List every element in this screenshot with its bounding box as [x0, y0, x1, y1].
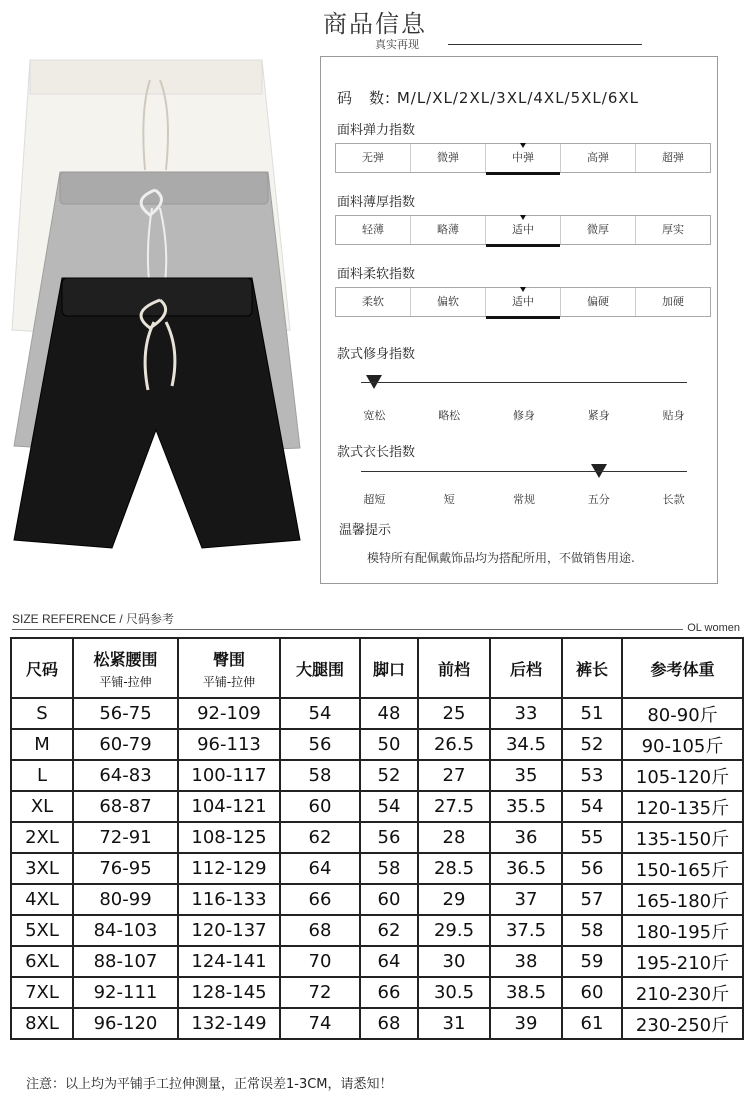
table-body	[11, 698, 743, 1039]
table-cell: 54	[360, 791, 418, 822]
column-label: 前档	[437, 659, 470, 679]
table-cell: 27.5	[418, 791, 490, 822]
table-row	[11, 946, 743, 977]
table-cell: 31	[418, 1008, 490, 1039]
column-label: 脚口	[372, 659, 405, 679]
table-cell: 165-180斤	[622, 884, 743, 915]
length-option: 常规	[512, 493, 535, 506]
table-cell: 68	[280, 915, 360, 946]
table-cell: 52	[562, 729, 622, 760]
table-cell: 35.5	[490, 791, 562, 822]
table-cell: 55	[562, 822, 622, 853]
softness-option: 加硬	[662, 295, 684, 308]
measurement-note: 注意：以上均为平铺手工拉伸测量，正常误差1-3CM，请悉知！	[26, 1077, 393, 1092]
table-cell: 58	[562, 915, 622, 946]
table-header-cell	[360, 638, 418, 698]
table-cell: 3XL	[11, 853, 73, 884]
table-cell: 50	[360, 729, 418, 760]
table-cell: 120-135斤	[622, 791, 743, 822]
table-row	[11, 853, 743, 884]
fit-options	[337, 407, 711, 423]
table-row	[11, 698, 743, 729]
table-cell: 128-145	[178, 977, 280, 1008]
table-cell: 52	[360, 760, 418, 791]
table-cell: 80-99	[73, 884, 178, 915]
table-cell: 108-125	[178, 822, 280, 853]
column-label: 裤长	[575, 659, 608, 679]
table-cell: 28.5	[418, 853, 490, 884]
table-cell: 33	[490, 698, 562, 729]
table-cell: 57	[562, 884, 622, 915]
table-row	[11, 822, 743, 853]
table-row	[11, 915, 743, 946]
table-cell: 74	[280, 1008, 360, 1039]
table-header-row	[11, 638, 743, 698]
table-cell: 30	[418, 946, 490, 977]
table-cell: 84-103	[73, 915, 178, 946]
table-row	[11, 729, 743, 760]
table-cell: 37.5	[490, 915, 562, 946]
table-cell: 59	[562, 946, 622, 977]
table-cell: 36	[490, 822, 562, 853]
table-cell: 51	[562, 698, 622, 729]
table-cell: 150-165斤	[622, 853, 743, 884]
elasticity-option: 中弹	[486, 144, 561, 172]
table-cell: 66	[360, 977, 418, 1008]
length-option: 短	[443, 493, 455, 506]
table-row	[11, 884, 743, 915]
column-label: 臀围	[212, 649, 245, 669]
thickness-option: 轻薄	[336, 216, 411, 244]
table-cell: 4XL	[11, 884, 73, 915]
elasticity-option: 微弹	[411, 144, 486, 172]
table-cell: 28	[418, 822, 490, 853]
softness-option: 偏硬	[561, 288, 636, 316]
softness-scale	[335, 287, 711, 317]
column-label: 后档	[509, 659, 542, 679]
table-cell: 30.5	[418, 977, 490, 1008]
table-row	[11, 760, 743, 791]
table-cell: 37	[490, 884, 562, 915]
table-cell: 2XL	[11, 822, 73, 853]
table-cell: 112-129	[178, 853, 280, 884]
column-sublabel: 平铺-拉伸	[99, 674, 152, 689]
page-title: 商品信息	[323, 10, 427, 38]
length-options	[337, 491, 711, 507]
length-option: 长款	[662, 493, 685, 506]
table-cell: 8XL	[11, 1008, 73, 1039]
table-cell: 60	[280, 791, 360, 822]
table-cell: M	[11, 729, 73, 760]
subtitle-divider	[448, 44, 642, 45]
table-cell: 66	[280, 884, 360, 915]
shorts-product-image	[0, 50, 320, 590]
table-cell: 64-83	[73, 760, 178, 791]
table-cell: 60	[360, 884, 418, 915]
table-cell: 64	[360, 946, 418, 977]
table-cell: 36.5	[490, 853, 562, 884]
fit-option: 贴身	[662, 409, 685, 422]
thickness-option: 略薄	[411, 216, 486, 244]
table-cell: 53	[562, 760, 622, 791]
table-cell: 35	[490, 760, 562, 791]
elasticity-option: 超弹	[662, 151, 684, 164]
softness-option: 柔软	[336, 288, 411, 316]
elasticity-scale	[335, 143, 711, 173]
table-cell: 54	[562, 791, 622, 822]
table-cell: 48	[360, 698, 418, 729]
size-table	[10, 637, 744, 1040]
table-cell: 56	[280, 729, 360, 760]
fit-option: 宽松	[363, 409, 386, 422]
available-sizes: 码 数: M/L/XL/2XL/3XL/4XL/5XL/6XL	[337, 89, 640, 107]
table-cell: 56	[562, 853, 622, 884]
elasticity-option: 无弹	[336, 144, 411, 172]
table-cell: 25	[418, 698, 490, 729]
column-label: 参考体重	[650, 659, 715, 679]
softness-label: 面料柔软指数	[337, 267, 416, 282]
table-cell: 96-113	[178, 729, 280, 760]
fit-label: 款式修身指数	[337, 347, 416, 362]
page-subtitle: 真实再现	[375, 38, 419, 51]
table-cell: 116-133	[178, 884, 280, 915]
column-label: 尺码	[25, 659, 58, 679]
length-scale-line	[361, 471, 687, 472]
table-cell: 120-137	[178, 915, 280, 946]
table-cell: 80-90斤	[622, 698, 743, 729]
table-cell: 68-87	[73, 791, 178, 822]
table-cell: 29.5	[418, 915, 490, 946]
table-cell: 92-111	[73, 977, 178, 1008]
table-cell: 38	[490, 946, 562, 977]
thickness-option: 微厚	[561, 216, 636, 244]
table-cell: 88-107	[73, 946, 178, 977]
softness-option: 适中	[486, 288, 561, 316]
product-info-panel	[320, 56, 718, 584]
table-cell: 195-210斤	[622, 946, 743, 977]
table-cell: 105-120斤	[622, 760, 743, 791]
brand-label: OL women	[683, 622, 740, 634]
table-cell: 90-105斤	[622, 729, 743, 760]
table-cell: 56-75	[73, 698, 178, 729]
length-option: 超短	[363, 493, 386, 506]
table-header-cell	[418, 638, 490, 698]
thickness-option: 适中	[486, 216, 561, 244]
fit-option: 略松	[438, 409, 461, 422]
table-cell: L	[11, 760, 73, 791]
table-cell: 64	[280, 853, 360, 884]
fit-scale-line	[361, 382, 687, 383]
length-option: 五分	[587, 493, 610, 506]
size-reference-divider	[12, 629, 738, 630]
table-cell: 38.5	[490, 977, 562, 1008]
table-header-cell	[622, 638, 743, 698]
table-cell: 96-120	[73, 1008, 178, 1039]
table-row	[11, 977, 743, 1008]
table-cell: 135-150斤	[622, 822, 743, 853]
table-cell: 62	[360, 915, 418, 946]
table-cell: 104-121	[178, 791, 280, 822]
column-sublabel: 平铺-拉伸	[202, 674, 256, 689]
table-cell: 62	[280, 822, 360, 853]
table-cell: 124-141	[178, 946, 280, 977]
table-cell: S	[11, 698, 73, 729]
table-cell: 210-230斤	[622, 977, 743, 1008]
length-label: 款式衣长指数	[337, 445, 416, 460]
table-cell: 58	[360, 853, 418, 884]
black-shorts-illustration	[14, 278, 300, 548]
table-cell: XL	[11, 791, 73, 822]
table-header-cell	[280, 638, 360, 698]
table-cell: 76-95	[73, 853, 178, 884]
elasticity-option: 高弹	[561, 144, 636, 172]
tips-text: 模特所有配佩戴饰品均为搭配所用，不做销售用途.	[367, 551, 635, 565]
fit-option: 修身	[512, 409, 535, 422]
table-header-cell	[73, 638, 178, 698]
table-cell: 60	[562, 977, 622, 1008]
table-header-cell	[490, 638, 562, 698]
column-label: 大腿围	[295, 659, 344, 679]
table-cell: 58	[280, 760, 360, 791]
table-header-cell	[11, 638, 73, 698]
table-row	[11, 791, 743, 822]
thickness-label: 面料薄厚指数	[337, 195, 416, 210]
table-row	[11, 1008, 743, 1039]
fit-option: 紧身	[587, 409, 610, 422]
table-cell: 56	[360, 822, 418, 853]
table-cell: 70	[280, 946, 360, 977]
thickness-scale	[335, 215, 711, 245]
table-cell: 26.5	[418, 729, 490, 760]
table-cell: 68	[360, 1008, 418, 1039]
softness-option: 偏软	[411, 288, 486, 316]
table-cell: 61	[562, 1008, 622, 1039]
table-cell: 54	[280, 698, 360, 729]
table-cell: 72-91	[73, 822, 178, 853]
table-cell: 5XL	[11, 915, 73, 946]
column-label: 松紧腰围	[93, 649, 158, 669]
table-cell: 29	[418, 884, 490, 915]
table-cell: 92-109	[178, 698, 280, 729]
size-reference-heading: SIZE REFERENCE / 尺码参考	[12, 612, 175, 626]
table-header-cell	[178, 638, 280, 698]
table-header-cell	[562, 638, 622, 698]
thickness-option: 厚实	[662, 223, 684, 236]
table-cell: 230-250斤	[622, 1008, 743, 1039]
table-cell: 180-195斤	[622, 915, 743, 946]
table-cell: 72	[280, 977, 360, 1008]
table-cell: 132-149	[178, 1008, 280, 1039]
table-cell: 34.5	[490, 729, 562, 760]
table-cell: 7XL	[11, 977, 73, 1008]
table-cell: 6XL	[11, 946, 73, 977]
table-cell: 100-117	[178, 760, 280, 791]
table-cell: 60-79	[73, 729, 178, 760]
elasticity-label: 面料弹力指数	[337, 123, 416, 138]
table-cell: 27	[418, 760, 490, 791]
table-cell: 39	[490, 1008, 562, 1039]
tips-title: 温馨提示	[339, 523, 392, 538]
